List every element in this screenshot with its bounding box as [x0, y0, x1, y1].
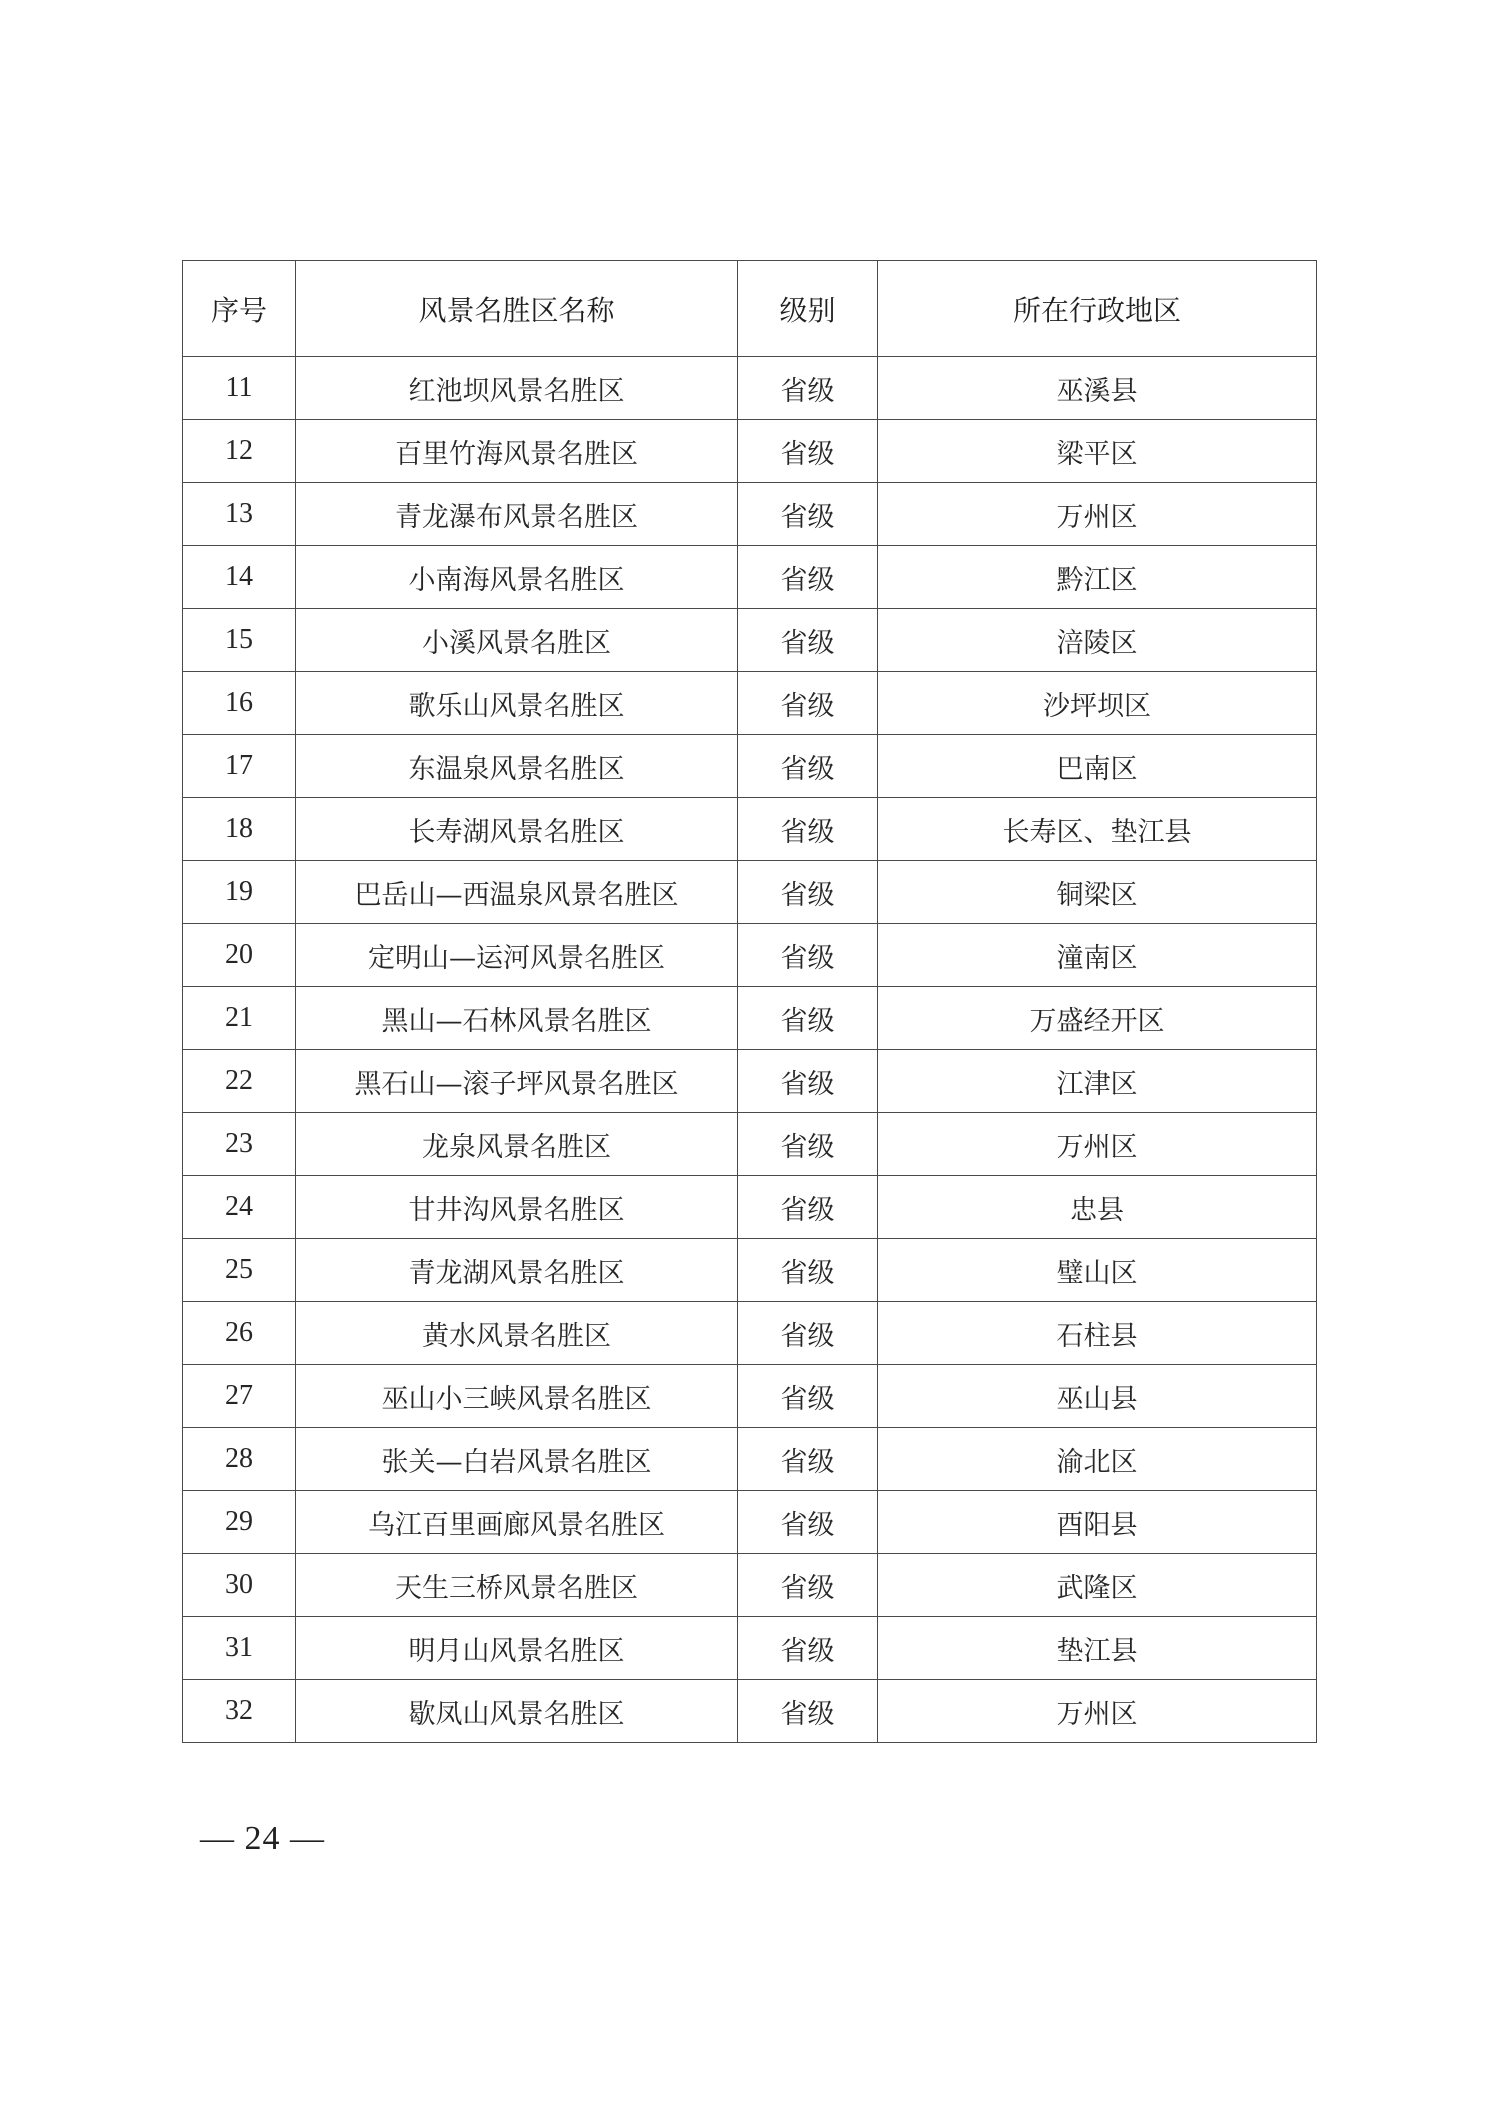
- cell-name: 小溪风景名胜区: [296, 609, 738, 672]
- table-header: [183, 261, 1317, 357]
- cell-region: 潼南区: [878, 924, 1317, 987]
- cell-level: 省级: [738, 1491, 878, 1554]
- cell-name: 甘井沟风景名胜区: [296, 1176, 738, 1239]
- table-row: [183, 1491, 1317, 1554]
- cell-level: 省级: [738, 1239, 878, 1302]
- cell-index: 30: [183, 1554, 296, 1617]
- cell-index: 31: [183, 1617, 296, 1680]
- cell-level: 省级: [738, 735, 878, 798]
- cell-level: 省级: [738, 1554, 878, 1617]
- cell-region: 巫山县: [878, 1365, 1317, 1428]
- cell-name: 巴岳山—西温泉风景名胜区: [296, 861, 738, 924]
- cell-level: 省级: [738, 798, 878, 861]
- cell-level: 省级: [738, 1428, 878, 1491]
- table-row: [183, 924, 1317, 987]
- cell-index: 15: [183, 609, 296, 672]
- table-row: [183, 987, 1317, 1050]
- cell-region: 酉阳县: [878, 1491, 1317, 1554]
- cell-index: 24: [183, 1176, 296, 1239]
- cell-region: 石柱县: [878, 1302, 1317, 1365]
- cell-region: 渝北区: [878, 1428, 1317, 1491]
- cell-region: 巫溪县: [878, 357, 1317, 420]
- table-row: [183, 609, 1317, 672]
- cell-index: 11: [183, 357, 296, 420]
- cell-index: 16: [183, 672, 296, 735]
- cell-index: 22: [183, 1050, 296, 1113]
- header-name: 风景名胜区名称: [296, 261, 738, 357]
- cell-index: 20: [183, 924, 296, 987]
- cell-level: 省级: [738, 672, 878, 735]
- cell-index: 21: [183, 987, 296, 1050]
- table-row: [183, 1050, 1317, 1113]
- cell-level: 省级: [738, 924, 878, 987]
- cell-level: 省级: [738, 1050, 878, 1113]
- cell-index: 26: [183, 1302, 296, 1365]
- cell-name: 乌江百里画廊风景名胜区: [296, 1491, 738, 1554]
- page-number: — 24 —: [200, 1820, 325, 1857]
- cell-name: 黑石山—滚子坪风景名胜区: [296, 1050, 738, 1113]
- cell-index: 23: [183, 1113, 296, 1176]
- cell-level: 省级: [738, 546, 878, 609]
- table-row: [183, 861, 1317, 924]
- table-row: [183, 1365, 1317, 1428]
- cell-index: 25: [183, 1239, 296, 1302]
- cell-level: 省级: [738, 861, 878, 924]
- cell-level: 省级: [738, 1302, 878, 1365]
- table-row: [183, 1239, 1317, 1302]
- cell-name: 歌乐山风景名胜区: [296, 672, 738, 735]
- cell-index: 14: [183, 546, 296, 609]
- scenic-areas-table: [182, 260, 1317, 1743]
- cell-name: 黄水风景名胜区: [296, 1302, 738, 1365]
- cell-index: 32: [183, 1680, 296, 1743]
- cell-region: 万州区: [878, 1113, 1317, 1176]
- cell-level: 省级: [738, 1680, 878, 1743]
- table-row: [183, 1617, 1317, 1680]
- cell-name: 小南海风景名胜区: [296, 546, 738, 609]
- cell-index: 28: [183, 1428, 296, 1491]
- cell-level: 省级: [738, 1617, 878, 1680]
- header-index: 序号: [183, 261, 296, 357]
- cell-level: 省级: [738, 483, 878, 546]
- cell-name: 东温泉风景名胜区: [296, 735, 738, 798]
- cell-region: 长寿区、垫江县: [878, 798, 1317, 861]
- table-row: [183, 483, 1317, 546]
- cell-name: 定明山—运河风景名胜区: [296, 924, 738, 987]
- cell-name: 长寿湖风景名胜区: [296, 798, 738, 861]
- cell-region: 沙坪坝区: [878, 672, 1317, 735]
- cell-region: 巴南区: [878, 735, 1317, 798]
- table-row: [183, 1428, 1317, 1491]
- cell-index: 27: [183, 1365, 296, 1428]
- cell-region: 梁平区: [878, 420, 1317, 483]
- cell-index: 12: [183, 420, 296, 483]
- table-row: [183, 1302, 1317, 1365]
- cell-name: 黑山—石林风景名胜区: [296, 987, 738, 1050]
- cell-region: 万州区: [878, 483, 1317, 546]
- cell-region: 万盛经开区: [878, 987, 1317, 1050]
- cell-level: 省级: [738, 609, 878, 672]
- cell-level: 省级: [738, 1365, 878, 1428]
- cell-index: 19: [183, 861, 296, 924]
- table-row: [183, 420, 1317, 483]
- cell-name: 巫山小三峡风景名胜区: [296, 1365, 738, 1428]
- cell-region: 万州区: [878, 1680, 1317, 1743]
- cell-level: 省级: [738, 1176, 878, 1239]
- header-row: [183, 261, 1317, 357]
- cell-name: 张关—白岩风景名胜区: [296, 1428, 738, 1491]
- table-row: [183, 357, 1317, 420]
- table-row: [183, 1113, 1317, 1176]
- cell-region: 垫江县: [878, 1617, 1317, 1680]
- table-row: [183, 798, 1317, 861]
- cell-name: 天生三桥风景名胜区: [296, 1554, 738, 1617]
- cell-name: 明月山风景名胜区: [296, 1617, 738, 1680]
- cell-level: 省级: [738, 420, 878, 483]
- cell-index: 17: [183, 735, 296, 798]
- cell-name: 百里竹海风景名胜区: [296, 420, 738, 483]
- table-row: [183, 546, 1317, 609]
- table-row: [183, 735, 1317, 798]
- cell-index: 18: [183, 798, 296, 861]
- cell-region: 璧山区: [878, 1239, 1317, 1302]
- cell-region: 江津区: [878, 1050, 1317, 1113]
- cell-region: 武隆区: [878, 1554, 1317, 1617]
- cell-level: 省级: [738, 357, 878, 420]
- cell-name: 龙泉风景名胜区: [296, 1113, 738, 1176]
- cell-name: 青龙湖风景名胜区: [296, 1239, 738, 1302]
- table-row: [183, 1554, 1317, 1617]
- header-level: 级别: [738, 261, 878, 357]
- cell-level: 省级: [738, 1113, 878, 1176]
- table-body: [183, 357, 1317, 1743]
- cell-region: 忠县: [878, 1176, 1317, 1239]
- cell-name: 青龙瀑布风景名胜区: [296, 483, 738, 546]
- cell-index: 13: [183, 483, 296, 546]
- cell-name: 红池坝风景名胜区: [296, 357, 738, 420]
- cell-level: 省级: [738, 987, 878, 1050]
- cell-region: 铜梁区: [878, 861, 1317, 924]
- cell-name: 歇凤山风景名胜区: [296, 1680, 738, 1743]
- cell-region: 涪陵区: [878, 609, 1317, 672]
- table-row: [183, 1680, 1317, 1743]
- table-row: [183, 1176, 1317, 1239]
- header-region: 所在行政地区: [878, 261, 1317, 357]
- cell-region: 黔江区: [878, 546, 1317, 609]
- table-row: [183, 672, 1317, 735]
- cell-index: 29: [183, 1491, 296, 1554]
